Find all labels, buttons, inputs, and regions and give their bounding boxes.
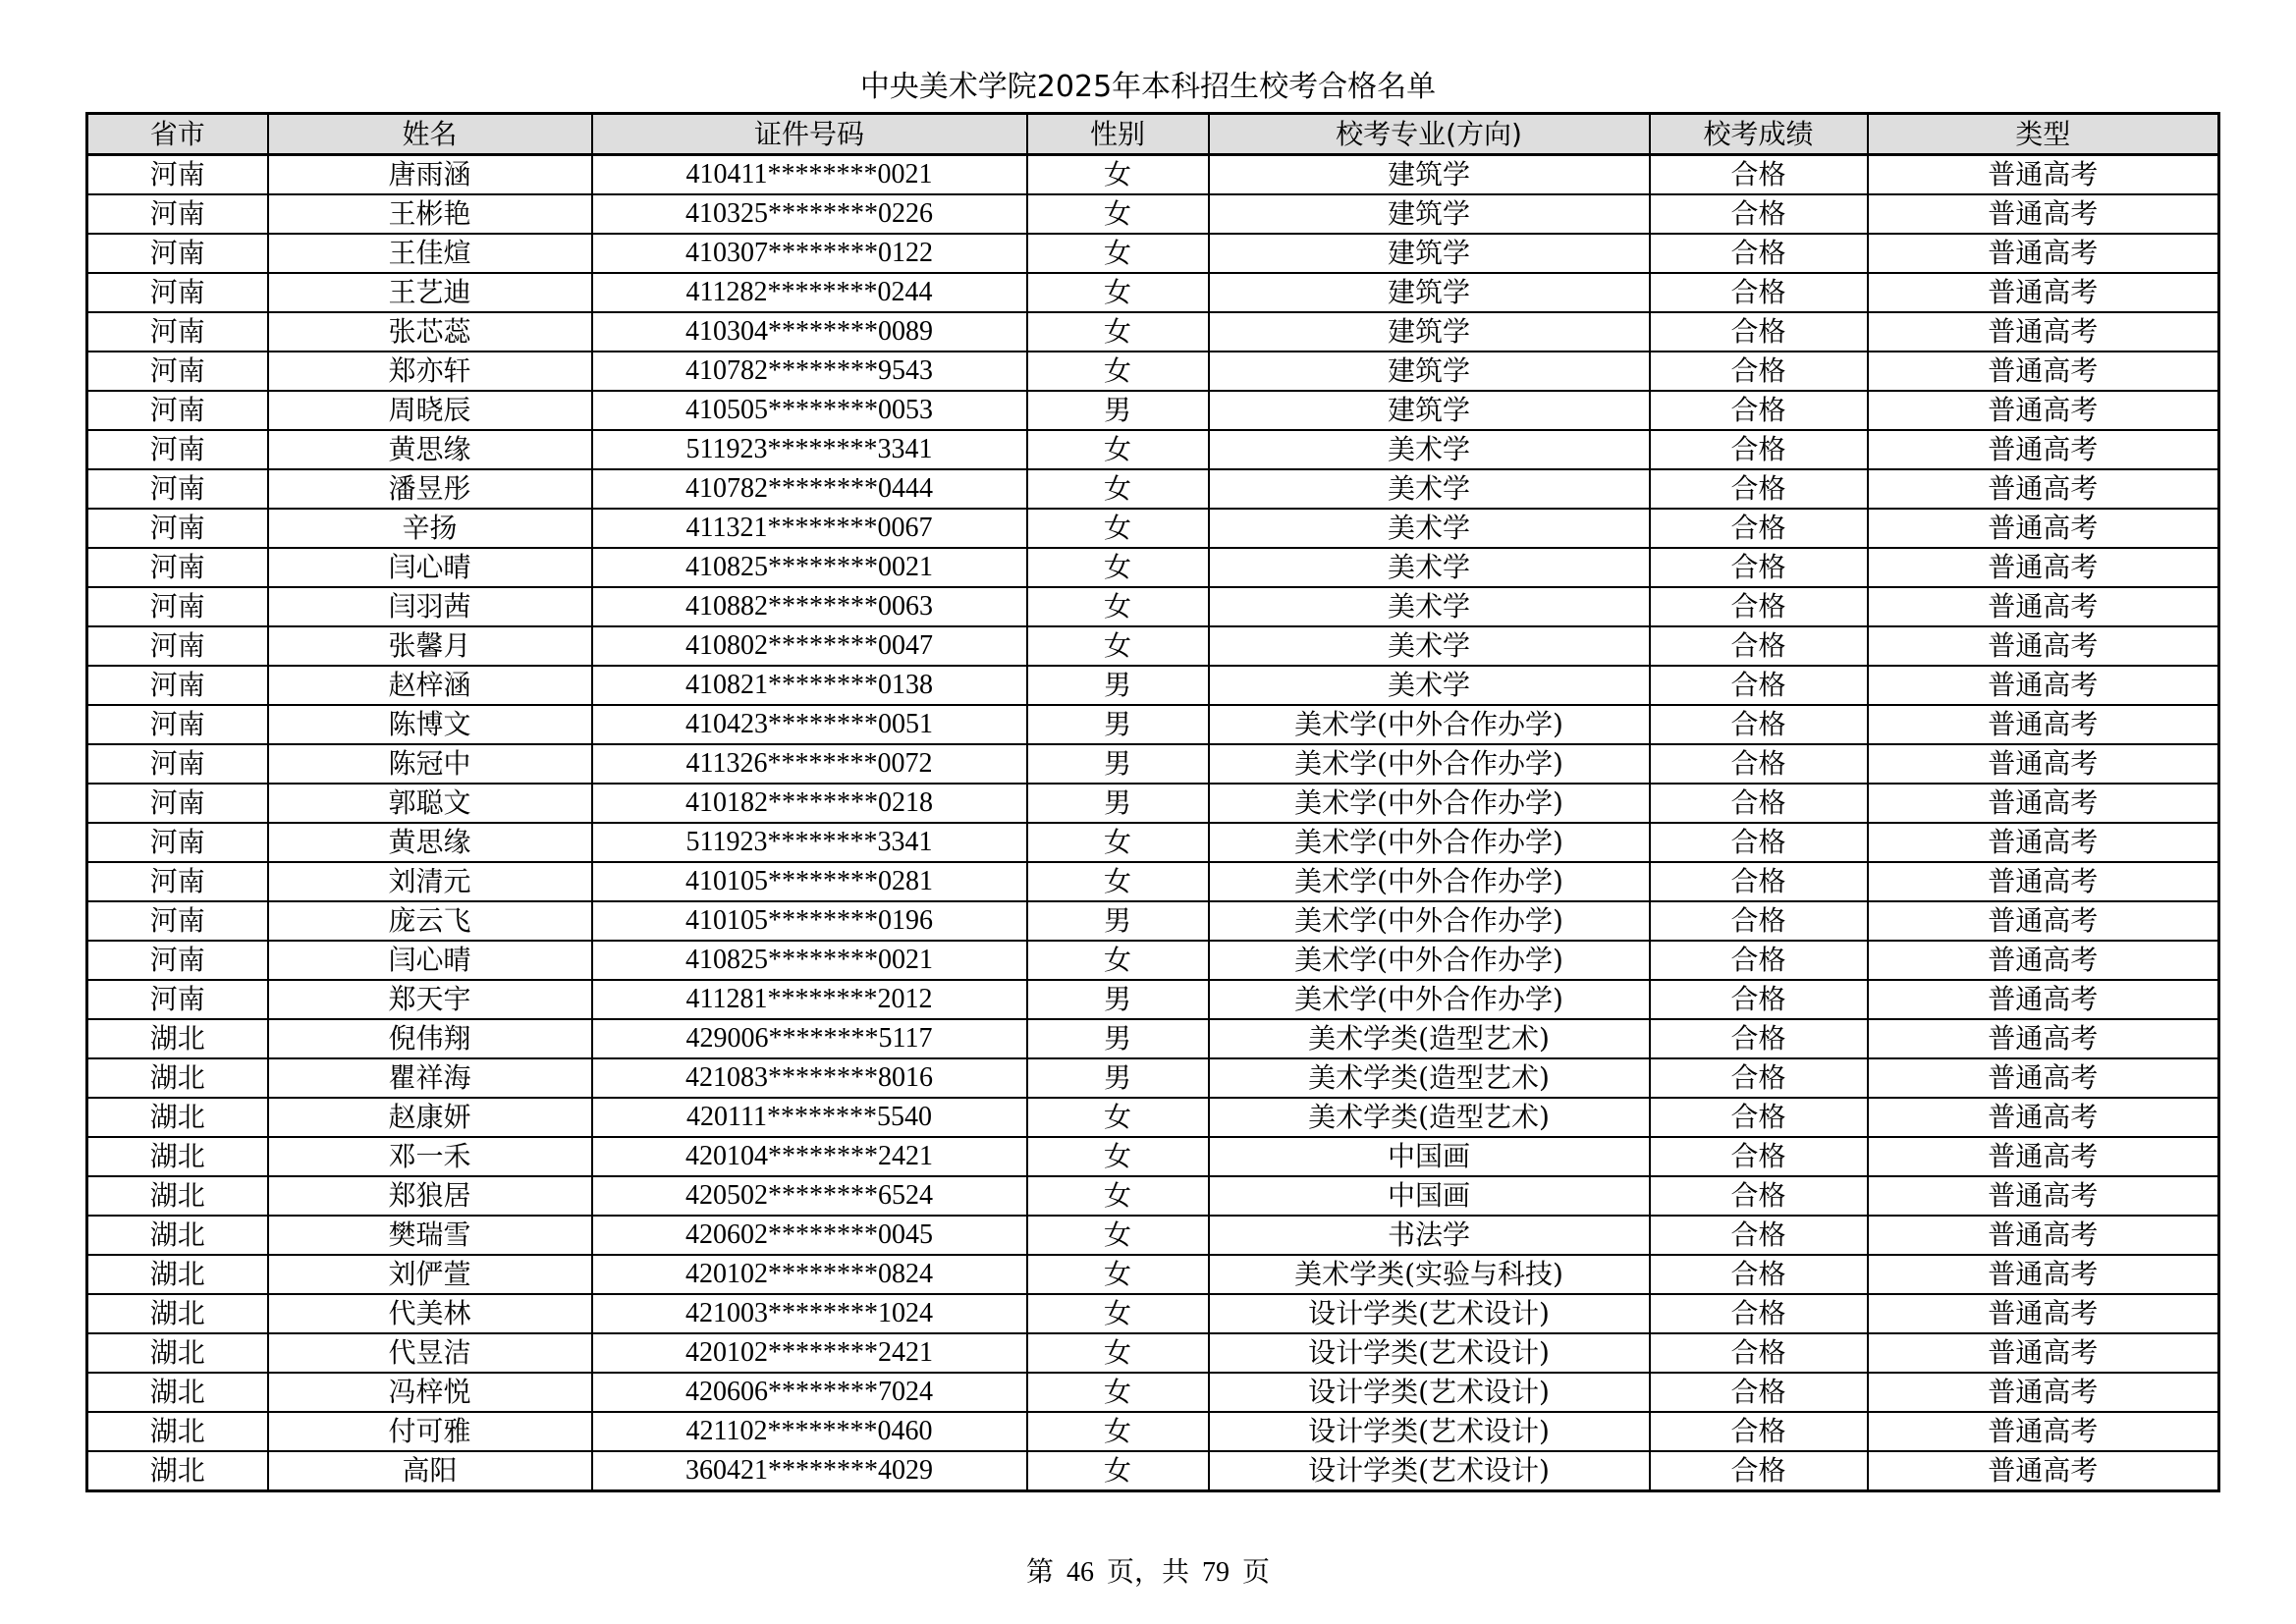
- table-row: [87, 548, 2219, 587]
- major-cell: 建筑学: [1209, 312, 1650, 352]
- province-cell: 湖北: [87, 1333, 268, 1373]
- gender-cell: 女: [1027, 1412, 1209, 1451]
- id-number-cell: 410802********0047: [592, 626, 1027, 666]
- result-cell: 合格: [1650, 1412, 1868, 1451]
- name-cell: 刘清元: [268, 862, 592, 901]
- id-number-cell: 360421********4029: [592, 1451, 1027, 1491]
- id-number-cell: 410821********0138: [592, 666, 1027, 705]
- id-number-cell: 420602********0045: [592, 1216, 1027, 1255]
- id-number-cell: 410825********0021: [592, 941, 1027, 980]
- id-number-cell: 511923********3341: [592, 430, 1027, 469]
- type-cell: 普通高考: [1868, 666, 2219, 705]
- major-cell: 建筑学: [1209, 352, 1650, 391]
- result-cell: 合格: [1650, 823, 1868, 862]
- province-cell: 河南: [87, 941, 268, 980]
- type-cell: 普通高考: [1868, 1216, 2219, 1255]
- name-cell: 闫羽茜: [268, 587, 592, 626]
- major-cell: 美术学: [1209, 548, 1650, 587]
- province-cell: 河南: [87, 666, 268, 705]
- type-cell: 普通高考: [1868, 1294, 2219, 1333]
- id-number-cell: 420111********5540: [592, 1098, 1027, 1137]
- gender-cell: 男: [1027, 980, 1209, 1019]
- gender-cell: 女: [1027, 862, 1209, 901]
- id-number-cell: 411326********0072: [592, 744, 1027, 784]
- result-cell: 合格: [1650, 352, 1868, 391]
- province-cell: 河南: [87, 312, 268, 352]
- id-number-cell: 410782********0444: [592, 469, 1027, 509]
- admission-table: [85, 112, 2220, 1492]
- type-cell: 普通高考: [1868, 234, 2219, 273]
- result-cell: 合格: [1650, 1098, 1868, 1137]
- province-cell: 湖北: [87, 1098, 268, 1137]
- name-cell: 庞云飞: [268, 901, 592, 941]
- result-cell: 合格: [1650, 194, 1868, 234]
- major-cell: 设计学类(艺术设计): [1209, 1333, 1650, 1373]
- type-cell: 普通高考: [1868, 155, 2219, 195]
- province-cell: 河南: [87, 352, 268, 391]
- type-cell: 普通高考: [1868, 548, 2219, 587]
- table-header: [87, 114, 2219, 155]
- column-header-id-number: 证件号码: [592, 114, 1027, 155]
- result-cell: 合格: [1650, 273, 1868, 312]
- id-number-cell: 410105********0281: [592, 862, 1027, 901]
- table-row: [87, 1216, 2219, 1255]
- major-cell: 中国画: [1209, 1176, 1650, 1216]
- province-cell: 湖北: [87, 1176, 268, 1216]
- result-cell: 合格: [1650, 1058, 1868, 1098]
- province-cell: 湖北: [87, 1019, 268, 1058]
- type-cell: 普通高考: [1868, 1176, 2219, 1216]
- province-cell: 湖北: [87, 1412, 268, 1451]
- major-cell: 美术学(中外合作办学): [1209, 784, 1650, 823]
- table-row: [87, 587, 2219, 626]
- table-row: [87, 941, 2219, 980]
- table-row: [87, 1333, 2219, 1373]
- id-number-cell: 410825********0021: [592, 548, 1027, 587]
- gender-cell: 女: [1027, 273, 1209, 312]
- major-cell: 设计学类(艺术设计): [1209, 1412, 1650, 1451]
- table-row: [87, 1137, 2219, 1176]
- type-cell: 普通高考: [1868, 823, 2219, 862]
- gender-cell: 女: [1027, 1098, 1209, 1137]
- name-cell: 倪伟翔: [268, 1019, 592, 1058]
- major-cell: 美术学类(造型艺术): [1209, 1019, 1650, 1058]
- result-cell: 合格: [1650, 744, 1868, 784]
- result-cell: 合格: [1650, 548, 1868, 587]
- gender-cell: 女: [1027, 1333, 1209, 1373]
- province-cell: 河南: [87, 234, 268, 273]
- major-cell: 美术学: [1209, 469, 1650, 509]
- type-cell: 普通高考: [1868, 744, 2219, 784]
- type-cell: 普通高考: [1868, 705, 2219, 744]
- table-row: [87, 469, 2219, 509]
- major-cell: 建筑学: [1209, 391, 1650, 430]
- province-cell: 河南: [87, 509, 268, 548]
- id-number-cell: 429006********5117: [592, 1019, 1027, 1058]
- province-cell: 湖北: [87, 1294, 268, 1333]
- major-cell: 建筑学: [1209, 234, 1650, 273]
- result-cell: 合格: [1650, 1294, 1868, 1333]
- type-cell: 普通高考: [1868, 1412, 2219, 1451]
- type-cell: 普通高考: [1868, 587, 2219, 626]
- gender-cell: 女: [1027, 430, 1209, 469]
- province-cell: 湖北: [87, 1255, 268, 1294]
- major-cell: 建筑学: [1209, 273, 1650, 312]
- name-cell: 代美林: [268, 1294, 592, 1333]
- table-row: [87, 391, 2219, 430]
- major-cell: 美术学(中外合作办学): [1209, 980, 1650, 1019]
- result-cell: 合格: [1650, 509, 1868, 548]
- major-cell: 美术学(中外合作办学): [1209, 901, 1650, 941]
- result-cell: 合格: [1650, 430, 1868, 469]
- gender-cell: 女: [1027, 1255, 1209, 1294]
- type-cell: 普通高考: [1868, 901, 2219, 941]
- type-cell: 普通高考: [1868, 509, 2219, 548]
- result-cell: 合格: [1650, 1019, 1868, 1058]
- province-cell: 河南: [87, 705, 268, 744]
- name-cell: 辛扬: [268, 509, 592, 548]
- id-number-cell: 410411********0021: [592, 155, 1027, 195]
- type-cell: 普通高考: [1868, 1333, 2219, 1373]
- column-header-result: 校考成绩: [1650, 114, 1868, 155]
- province-cell: 河南: [87, 626, 268, 666]
- type-cell: 普通高考: [1868, 430, 2219, 469]
- gender-cell: 女: [1027, 626, 1209, 666]
- result-cell: 合格: [1650, 1255, 1868, 1294]
- gender-cell: 女: [1027, 548, 1209, 587]
- major-cell: 设计学类(艺术设计): [1209, 1451, 1650, 1491]
- id-number-cell: 410304********0089: [592, 312, 1027, 352]
- table-row: [87, 155, 2219, 195]
- major-cell: 美术学(中外合作办学): [1209, 862, 1650, 901]
- table-body: [87, 155, 2219, 1491]
- name-cell: 王艺迪: [268, 273, 592, 312]
- major-cell: 美术学类(造型艺术): [1209, 1058, 1650, 1098]
- gender-cell: 男: [1027, 901, 1209, 941]
- table-row: [87, 626, 2219, 666]
- gender-cell: 男: [1027, 1019, 1209, 1058]
- province-cell: 河南: [87, 391, 268, 430]
- name-cell: 潘昱彤: [268, 469, 592, 509]
- type-cell: 普通高考: [1868, 1255, 2219, 1294]
- gender-cell: 女: [1027, 1216, 1209, 1255]
- type-cell: 普通高考: [1868, 1137, 2219, 1176]
- gender-cell: 女: [1027, 1176, 1209, 1216]
- major-cell: 书法学: [1209, 1216, 1650, 1255]
- table-row: [87, 509, 2219, 548]
- province-cell: 河南: [87, 194, 268, 234]
- province-cell: 河南: [87, 155, 268, 195]
- table-row: [87, 352, 2219, 391]
- column-header-province: 省市: [87, 114, 268, 155]
- name-cell: 付可雅: [268, 1412, 592, 1451]
- province-cell: 湖北: [87, 1451, 268, 1491]
- province-cell: 河南: [87, 784, 268, 823]
- gender-cell: 女: [1027, 1451, 1209, 1491]
- id-number-cell: 410105********0196: [592, 901, 1027, 941]
- result-cell: 合格: [1650, 784, 1868, 823]
- column-header-type: 类型: [1868, 114, 2219, 155]
- major-cell: 美术学类(造型艺术): [1209, 1098, 1650, 1137]
- id-number-cell: 410782********9543: [592, 352, 1027, 391]
- id-number-cell: 421083********8016: [592, 1058, 1027, 1098]
- table-row: [87, 1058, 2219, 1098]
- name-cell: 代昱洁: [268, 1333, 592, 1373]
- name-cell: 邓一禾: [268, 1137, 592, 1176]
- table-row: [87, 980, 2219, 1019]
- id-number-cell: 410325********0226: [592, 194, 1027, 234]
- result-cell: 合格: [1650, 312, 1868, 352]
- type-cell: 普通高考: [1868, 1373, 2219, 1412]
- name-cell: 赵康妍: [268, 1098, 592, 1137]
- id-number-cell: 410505********0053: [592, 391, 1027, 430]
- column-header-major: 校考专业(方向): [1209, 114, 1650, 155]
- major-cell: 美术学(中外合作办学): [1209, 705, 1650, 744]
- major-cell: 美术学(中外合作办学): [1209, 941, 1650, 980]
- type-cell: 普通高考: [1868, 862, 2219, 901]
- gender-cell: 女: [1027, 823, 1209, 862]
- table-row: [87, 705, 2219, 744]
- name-cell: 周晓辰: [268, 391, 592, 430]
- result-cell: 合格: [1650, 234, 1868, 273]
- id-number-cell: 411321********0067: [592, 509, 1027, 548]
- column-header-gender: 性别: [1027, 114, 1209, 155]
- result-cell: 合格: [1650, 587, 1868, 626]
- result-cell: 合格: [1650, 705, 1868, 744]
- table-row: [87, 1098, 2219, 1137]
- major-cell: 美术学(中外合作办学): [1209, 744, 1650, 784]
- major-cell: 设计学类(艺术设计): [1209, 1373, 1650, 1412]
- result-cell: 合格: [1650, 901, 1868, 941]
- name-cell: 王佳煊: [268, 234, 592, 273]
- major-cell: 设计学类(艺术设计): [1209, 1294, 1650, 1333]
- document-title: 中央美术学院2025年本科招生校考合格名单: [859, 70, 1437, 104]
- type-cell: 普通高考: [1868, 312, 2219, 352]
- table-row: [87, 234, 2219, 273]
- table-row: [87, 194, 2219, 234]
- result-cell: 合格: [1650, 1137, 1868, 1176]
- result-cell: 合格: [1650, 666, 1868, 705]
- province-cell: 湖北: [87, 1373, 268, 1412]
- table-row: [87, 312, 2219, 352]
- gender-cell: 女: [1027, 155, 1209, 195]
- gender-cell: 女: [1027, 1294, 1209, 1333]
- table-row: [87, 1255, 2219, 1294]
- name-cell: 刘俨萱: [268, 1255, 592, 1294]
- column-header-name: 姓名: [268, 114, 592, 155]
- gender-cell: 男: [1027, 705, 1209, 744]
- result-cell: 合格: [1650, 155, 1868, 195]
- name-cell: 陈冠中: [268, 744, 592, 784]
- gender-cell: 女: [1027, 587, 1209, 626]
- gender-cell: 女: [1027, 352, 1209, 391]
- province-cell: 河南: [87, 823, 268, 862]
- result-cell: 合格: [1650, 1216, 1868, 1255]
- name-cell: 赵梓涵: [268, 666, 592, 705]
- result-cell: 合格: [1650, 626, 1868, 666]
- province-cell: 湖北: [87, 1216, 268, 1255]
- province-cell: 湖北: [87, 1137, 268, 1176]
- table-row: [87, 823, 2219, 862]
- gender-cell: 女: [1027, 941, 1209, 980]
- id-number-cell: 421102********0460: [592, 1412, 1027, 1451]
- name-cell: 闫心晴: [268, 941, 592, 980]
- gender-cell: 女: [1027, 312, 1209, 352]
- type-cell: 普通高考: [1868, 980, 2219, 1019]
- result-cell: 合格: [1650, 391, 1868, 430]
- id-number-cell: 421003********1024: [592, 1294, 1027, 1333]
- table-row: [87, 666, 2219, 705]
- name-cell: 郭聪文: [268, 784, 592, 823]
- major-cell: 建筑学: [1209, 194, 1650, 234]
- gender-cell: 女: [1027, 234, 1209, 273]
- major-cell: 美术学: [1209, 430, 1650, 469]
- gender-cell: 男: [1027, 666, 1209, 705]
- name-cell: 樊瑞雪: [268, 1216, 592, 1255]
- name-cell: 瞿祥海: [268, 1058, 592, 1098]
- major-cell: 美术学类(实验与科技): [1209, 1255, 1650, 1294]
- id-number-cell: 420102********0824: [592, 1255, 1027, 1294]
- table-row: [87, 1019, 2219, 1058]
- id-number-cell: 420104********2421: [592, 1137, 1027, 1176]
- result-cell: 合格: [1650, 941, 1868, 980]
- table-row: [87, 430, 2219, 469]
- result-cell: 合格: [1650, 1176, 1868, 1216]
- table-row: [87, 1412, 2219, 1451]
- type-cell: 普通高考: [1868, 391, 2219, 430]
- id-number-cell: 420502********6524: [592, 1176, 1027, 1216]
- table-row: [87, 784, 2219, 823]
- name-cell: 黄思缘: [268, 430, 592, 469]
- page-footer: 第 46 页，共 79 页: [1025, 1557, 1270, 1588]
- table-row: [87, 1373, 2219, 1412]
- province-cell: 河南: [87, 430, 268, 469]
- gender-cell: 女: [1027, 1137, 1209, 1176]
- id-number-cell: 410182********0218: [592, 784, 1027, 823]
- header-row: [87, 114, 2219, 155]
- table-row: [87, 901, 2219, 941]
- name-cell: 闫心晴: [268, 548, 592, 587]
- gender-cell: 女: [1027, 469, 1209, 509]
- table-row: [87, 273, 2219, 312]
- result-cell: 合格: [1650, 862, 1868, 901]
- province-cell: 河南: [87, 744, 268, 784]
- gender-cell: 男: [1027, 1058, 1209, 1098]
- id-number-cell: 410882********0063: [592, 587, 1027, 626]
- type-cell: 普通高考: [1868, 941, 2219, 980]
- type-cell: 普通高考: [1868, 469, 2219, 509]
- type-cell: 普通高考: [1868, 1098, 2219, 1137]
- type-cell: 普通高考: [1868, 626, 2219, 666]
- name-cell: 郑天宇: [268, 980, 592, 1019]
- name-cell: 王彬艳: [268, 194, 592, 234]
- result-cell: 合格: [1650, 1373, 1868, 1412]
- id-number-cell: 410307********0122: [592, 234, 1027, 273]
- major-cell: 美术学(中外合作办学): [1209, 823, 1650, 862]
- province-cell: 河南: [87, 901, 268, 941]
- result-cell: 合格: [1650, 980, 1868, 1019]
- type-cell: 普通高考: [1868, 1058, 2219, 1098]
- type-cell: 普通高考: [1868, 784, 2219, 823]
- table-row: [87, 1176, 2219, 1216]
- id-number-cell: 410423********0051: [592, 705, 1027, 744]
- name-cell: 高阳: [268, 1451, 592, 1491]
- province-cell: 河南: [87, 862, 268, 901]
- province-cell: 河南: [87, 273, 268, 312]
- province-cell: 湖北: [87, 1058, 268, 1098]
- type-cell: 普通高考: [1868, 1451, 2219, 1491]
- type-cell: 普通高考: [1868, 352, 2219, 391]
- name-cell: 黄思缘: [268, 823, 592, 862]
- table-row: [87, 1294, 2219, 1333]
- id-number-cell: 420606********7024: [592, 1373, 1027, 1412]
- name-cell: 张馨月: [268, 626, 592, 666]
- name-cell: 冯梓悦: [268, 1373, 592, 1412]
- id-number-cell: 411281********2012: [592, 980, 1027, 1019]
- name-cell: 张芯蕊: [268, 312, 592, 352]
- gender-cell: 男: [1027, 744, 1209, 784]
- name-cell: 陈博文: [268, 705, 592, 744]
- major-cell: 美术学: [1209, 626, 1650, 666]
- table-row: [87, 1451, 2219, 1491]
- table-row: [87, 862, 2219, 901]
- table-row: [87, 744, 2219, 784]
- type-cell: 普通高考: [1868, 1019, 2219, 1058]
- gender-cell: 女: [1027, 194, 1209, 234]
- gender-cell: 男: [1027, 784, 1209, 823]
- major-cell: 美术学: [1209, 587, 1650, 626]
- major-cell: 美术学: [1209, 509, 1650, 548]
- gender-cell: 女: [1027, 1373, 1209, 1412]
- gender-cell: 男: [1027, 391, 1209, 430]
- province-cell: 河南: [87, 548, 268, 587]
- major-cell: 中国画: [1209, 1137, 1650, 1176]
- admission-table-container: [85, 112, 2217, 1492]
- province-cell: 河南: [87, 980, 268, 1019]
- name-cell: 郑狼居: [268, 1176, 592, 1216]
- name-cell: 郑亦轩: [268, 352, 592, 391]
- id-number-cell: 411282********0244: [592, 273, 1027, 312]
- name-cell: 唐雨涵: [268, 155, 592, 195]
- result-cell: 合格: [1650, 1451, 1868, 1491]
- gender-cell: 女: [1027, 509, 1209, 548]
- major-cell: 美术学: [1209, 666, 1650, 705]
- id-number-cell: 511923********3341: [592, 823, 1027, 862]
- major-cell: 建筑学: [1209, 155, 1650, 195]
- type-cell: 普通高考: [1868, 194, 2219, 234]
- province-cell: 河南: [87, 469, 268, 509]
- id-number-cell: 420102********2421: [592, 1333, 1027, 1373]
- result-cell: 合格: [1650, 1333, 1868, 1373]
- province-cell: 河南: [87, 587, 268, 626]
- result-cell: 合格: [1650, 469, 1868, 509]
- type-cell: 普通高考: [1868, 273, 2219, 312]
